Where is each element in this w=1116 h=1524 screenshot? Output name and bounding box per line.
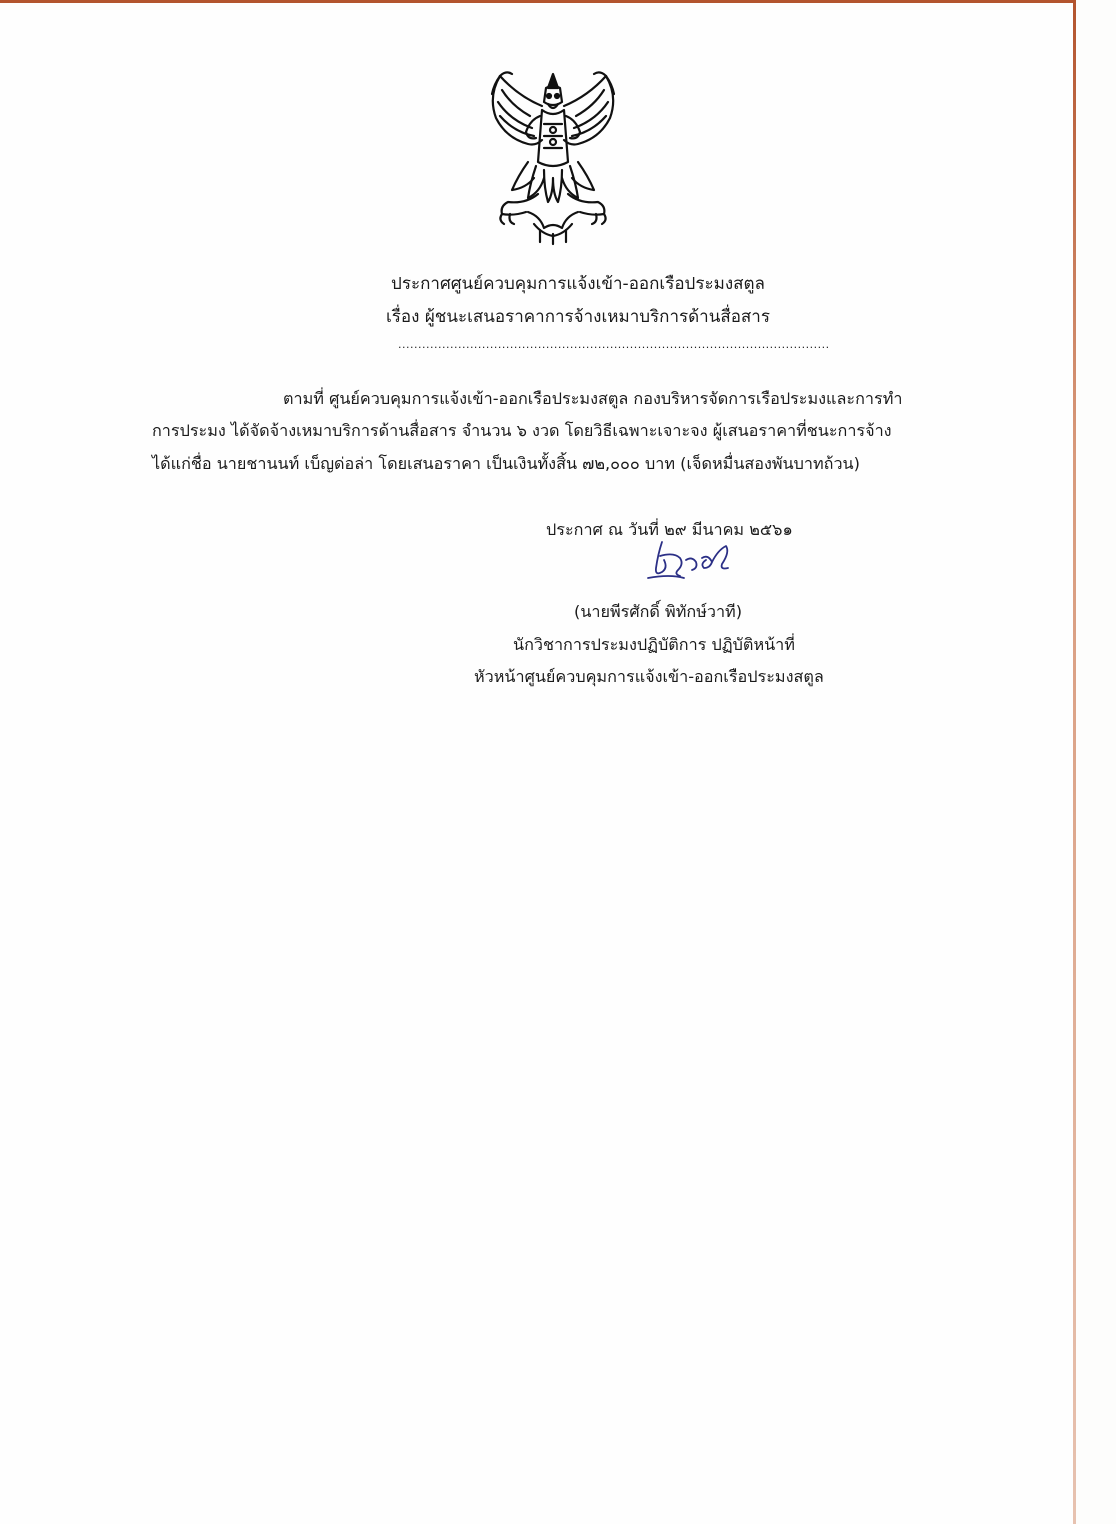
announcement-subject: เรื่อง ผู้ชนะเสนอราคาการจ้างเหมาบริการด้านสื่อสาร [385,307,770,327]
garuda-emblem-icon [478,66,628,244]
page-edge-right [1073,0,1076,1524]
signer-name: (นายพีรศักดิ์ พิทักษ์วาที) [574,602,743,621]
title-separator: ............................................................................................................ [398,338,830,351]
announcement-title: ประกาศศูนย์ควบคุมการแจ้งเข้า-ออกเรือประมงสตูล [391,274,765,294]
page-edge-top [0,0,1076,3]
handwritten-signature-icon [640,538,740,588]
signer-role: หัวหน้าศูนย์ควบคุมการแจ้งเข้า-ออกเรือประมงสตูล [474,667,824,686]
announcement-date: ประกาศ ณ วันที่ ๒๙ มีนาคม ๒๕๖๑ [546,520,793,539]
body-paragraph-line-2: การประมง ได้จัดจ้างเหมาบริการด้านสื่อสาร จำนวน ๖ งวด โดยวิธีเฉพาะเจาะจง ผู้เสนอราคาที่ชนะการจ้าง [152,421,892,440]
signer-position: นักวิชาการประมงปฏิบัติการ ปฏิบัติหน้าที่ [513,635,795,654]
body-paragraph-line-3: ได้แก่ชื่อ นายชานนท์ เบ็ญด่อล่า โดยเสนอราคา เป็นเงินทั้งสิ้น ๗๒,๐๐๐ บาท (เจ็ดหมื่นสองพันบาทถ้วน) [152,454,860,473]
body-paragraph-line-1: ตามที่ ศูนย์ควบคุมการแจ้งเข้า-ออกเรือประมงสตูล กองบริหารจัดการเรือประมงและการทำ [283,389,903,408]
